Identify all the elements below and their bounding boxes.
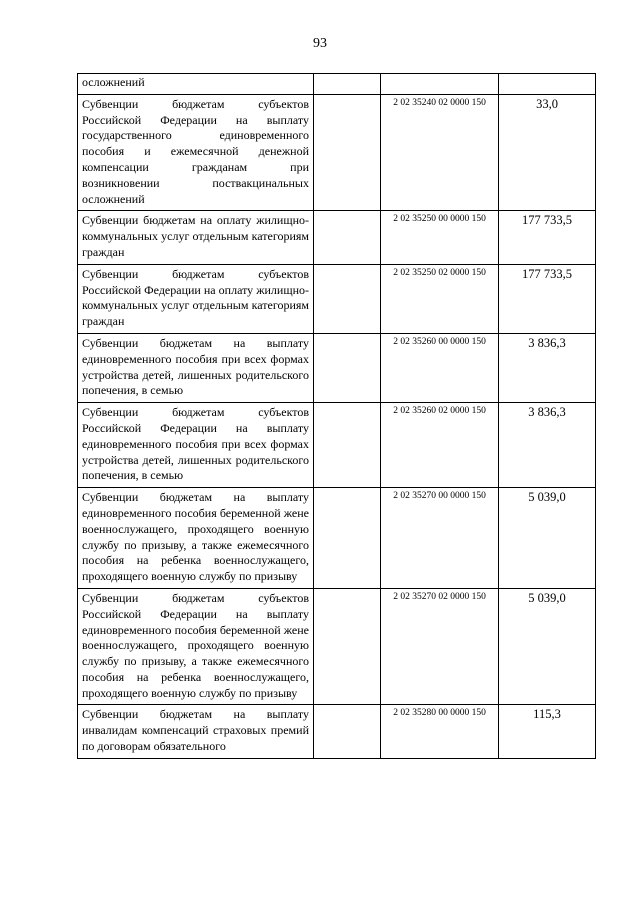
row-amount: 5 039,0 bbox=[499, 588, 596, 705]
row-code: 2 02 35270 02 0000 150 bbox=[381, 588, 499, 705]
table-row bbox=[78, 403, 596, 488]
row-amount: 33,0 bbox=[499, 94, 596, 211]
row-code: 2 02 35260 02 0000 150 bbox=[381, 403, 499, 488]
row-empty-cell bbox=[314, 488, 381, 589]
row-empty-cell bbox=[314, 705, 381, 758]
table-row bbox=[78, 211, 596, 264]
row-name: Субвенции бюджетам субъектов Российской Федерации на выплату единовременного пособия при всех формах устройства детей, лишенных родительского попечения, в семью bbox=[78, 403, 314, 488]
row-amount: 3 836,3 bbox=[499, 333, 596, 402]
row-empty-cell bbox=[314, 211, 381, 264]
table-row bbox=[78, 333, 596, 402]
row-name: Субвенции бюджетам на выплату единовременного пособия при всех формах устройства детей, лишенных родительского попечения, в семью bbox=[78, 333, 314, 402]
table-row bbox=[78, 74, 596, 95]
row-code: 2 02 35270 00 0000 150 bbox=[381, 488, 499, 589]
row-code: 2 02 35250 00 0000 150 bbox=[381, 211, 499, 264]
page-number: 93 bbox=[313, 36, 327, 51]
row-name: Субвенции бюджетам на выплату инвалидам компенсаций страховых премий по договорам обязательного bbox=[78, 705, 314, 758]
row-amount bbox=[499, 74, 596, 95]
row-name: Субвенции бюджетам на оплату жилищно-коммунальных услуг отдельным категориям граждан bbox=[78, 211, 314, 264]
table-row bbox=[78, 588, 596, 705]
row-code: 2 02 35260 00 0000 150 bbox=[381, 333, 499, 402]
row-code: 2 02 35250 02 0000 150 bbox=[381, 264, 499, 333]
row-code: 2 02 35240 02 0000 150 bbox=[381, 94, 499, 211]
row-amount: 3 836,3 bbox=[499, 403, 596, 488]
row-amount: 115,3 bbox=[499, 705, 596, 758]
row-name: осложнений bbox=[78, 74, 314, 95]
table-row bbox=[78, 488, 596, 589]
row-amount: 5 039,0 bbox=[499, 488, 596, 589]
row-amount: 177 733,5 bbox=[499, 264, 596, 333]
table-row bbox=[78, 705, 596, 758]
table-row bbox=[78, 94, 596, 211]
row-empty-cell bbox=[314, 264, 381, 333]
row-code: 2 02 35280 00 0000 150 bbox=[381, 705, 499, 758]
table-row bbox=[78, 264, 596, 333]
row-name: Субвенции бюджетам субъектов Российской Федерации на выплату государственного единовременного пособия и ежемесячной денежной компенсации гражданам при возникновении поствакцинальных осложнений bbox=[78, 94, 314, 211]
row-empty-cell bbox=[314, 403, 381, 488]
row-empty-cell bbox=[314, 333, 381, 402]
row-empty-cell bbox=[314, 74, 381, 95]
row-amount: 177 733,5 bbox=[499, 211, 596, 264]
row-name: Субвенции бюджетам субъектов Российской Федерации на оплату жилищно-коммунальных услуг отдельным категориям граждан bbox=[78, 264, 314, 333]
row-empty-cell bbox=[314, 94, 381, 211]
row-code bbox=[381, 74, 499, 95]
row-name: Субвенции бюджетам на выплату единовременного пособия беременной жене военнослужащего, проходящего военную службу по призыву, а также ежемесячного пособия на ребенка военнослужащего, проходящего военную службу по призыву bbox=[78, 488, 314, 589]
row-empty-cell bbox=[314, 588, 381, 705]
budget-table bbox=[77, 73, 596, 759]
row-name: Субвенции бюджетам субъектов Российской Федерации на выплату единовременного пособия беременной жене военнослужащего, проходящего военную службу по призыву, а также ежемесячного пособия на ребенка военнослужащего, проходящего военную службу по призыву bbox=[78, 588, 314, 705]
